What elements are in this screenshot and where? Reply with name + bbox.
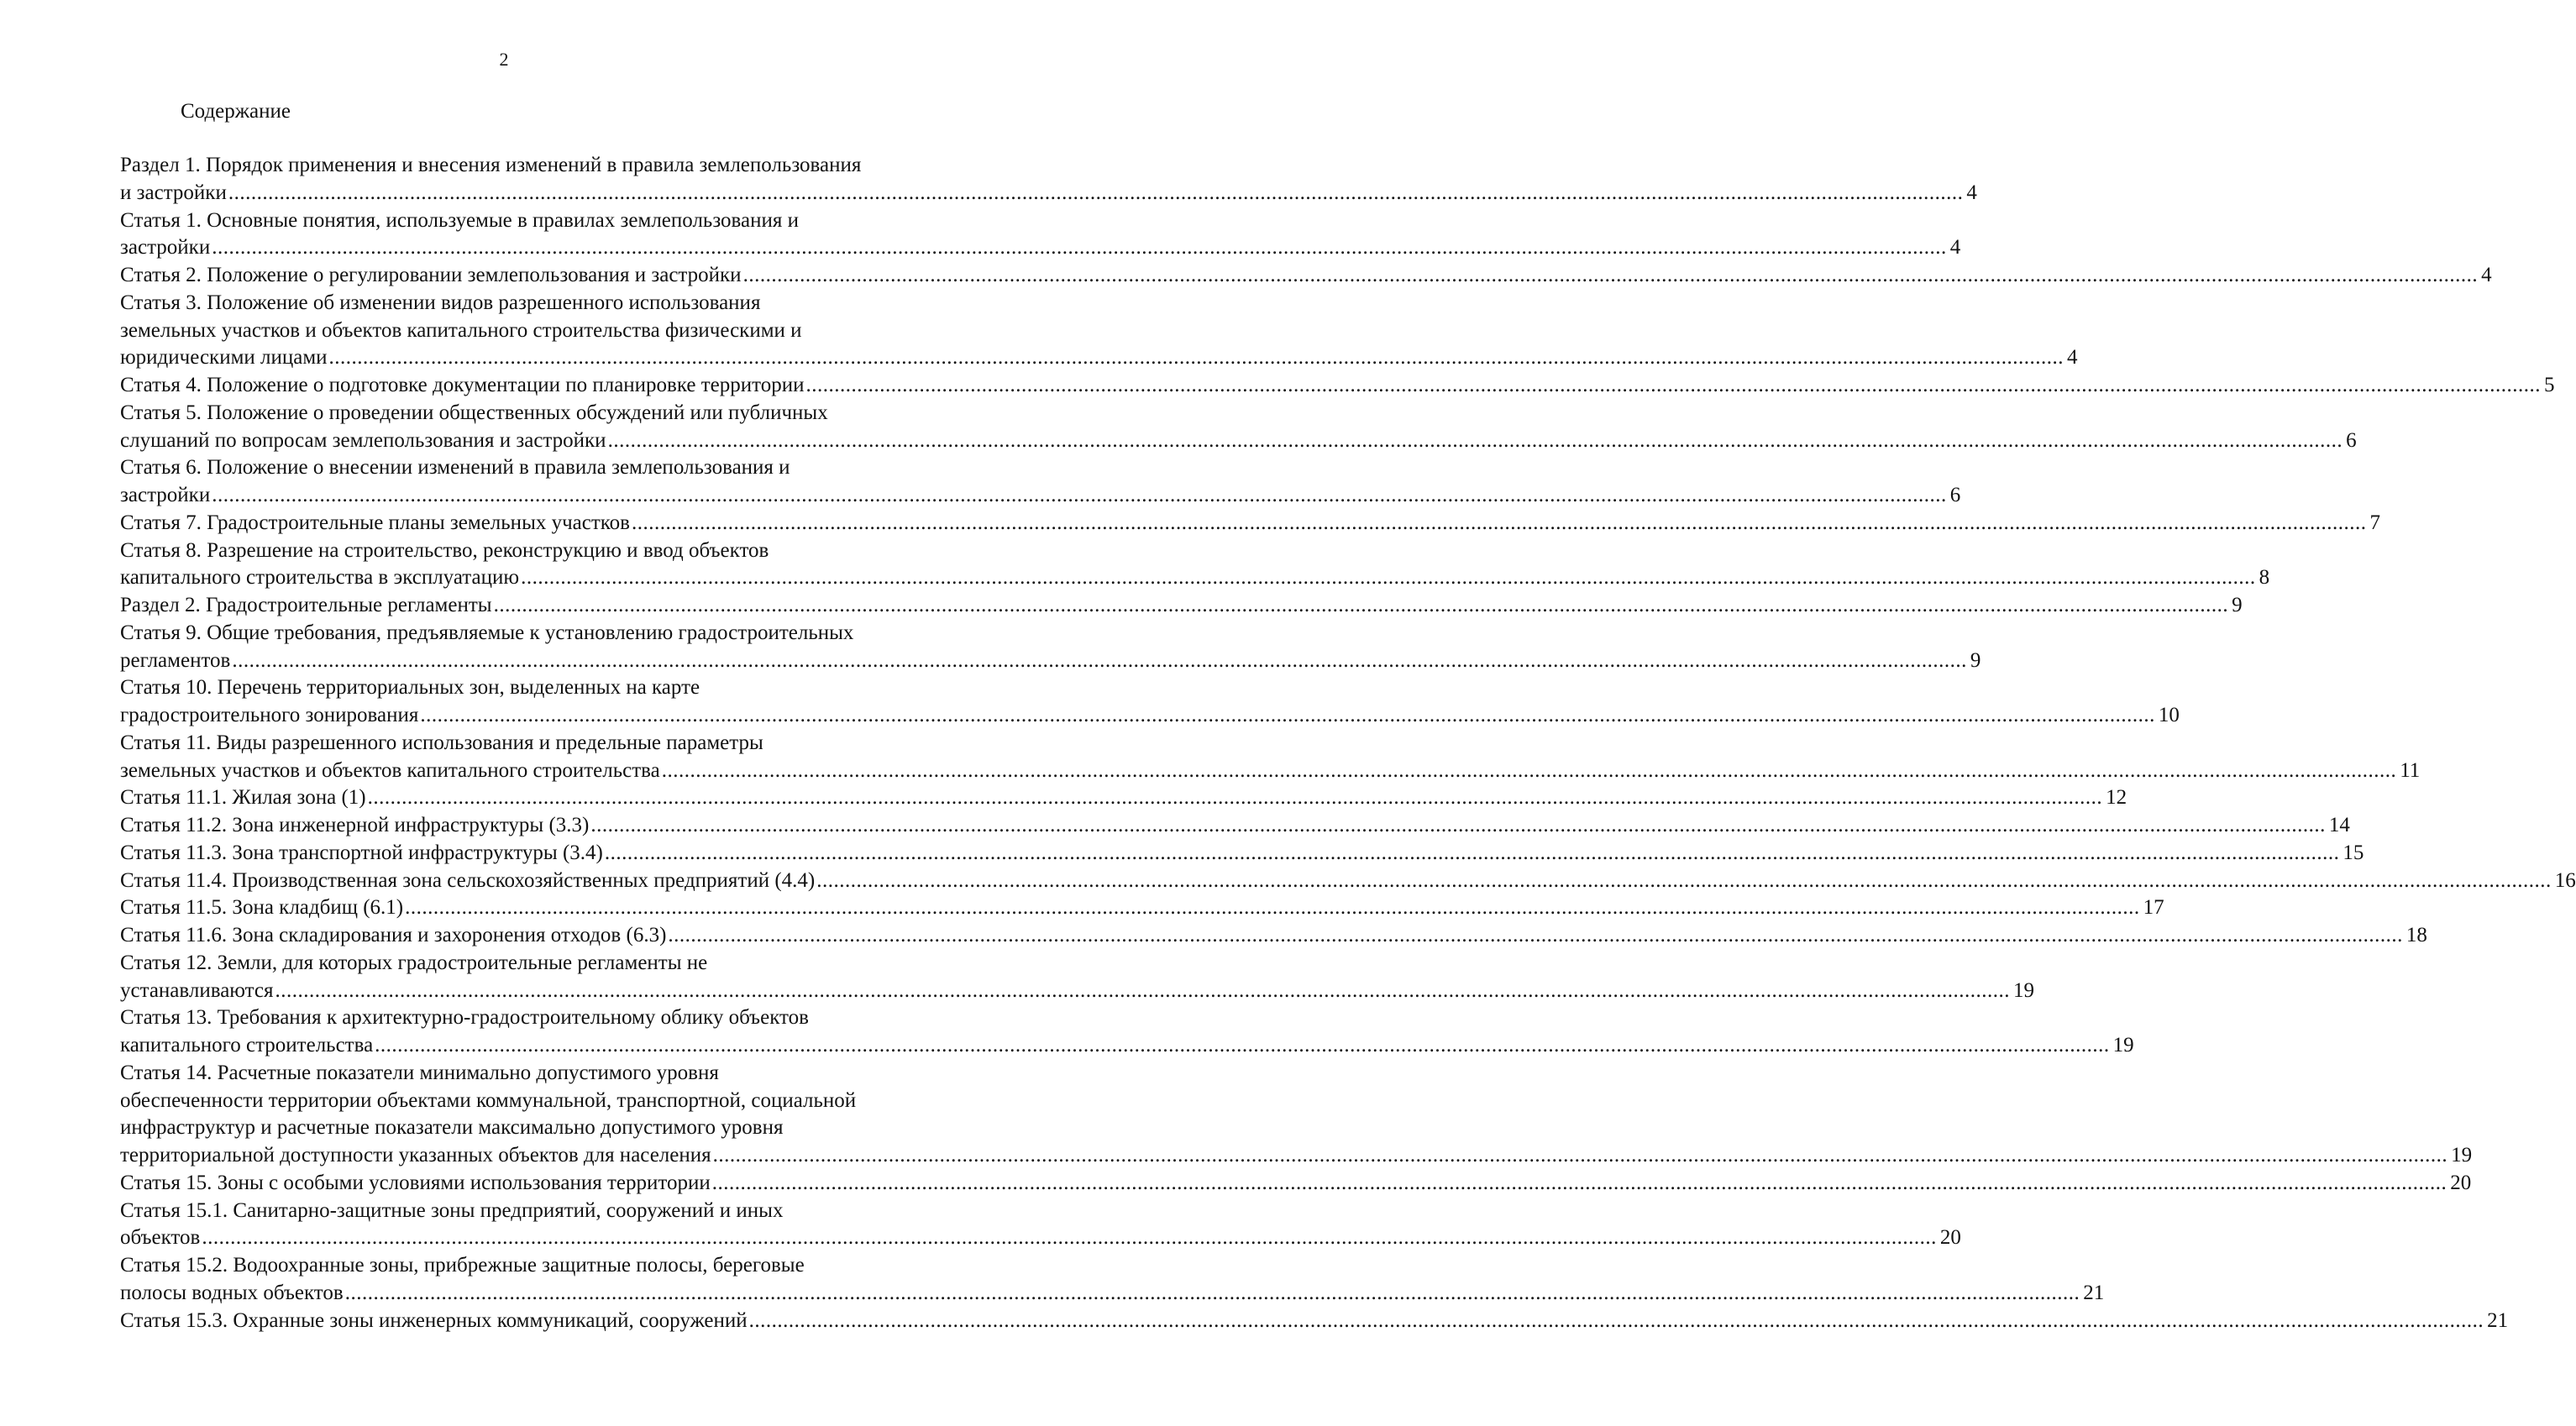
toc-entry-text: Статья 5. Положение о проведении общественных обсуждений или публичных [120,401,828,424]
toc-entry-text: капитального строительства [120,1034,374,1056]
toc-entry-text: земельных участков и объектов капитального строительства [120,758,660,782]
toc-entry[interactable] [120,950,2034,1005]
toc-entry-text: Статья 11.4. Производственная зона сельскохозяйственных предприятий (4.4) [120,868,816,892]
dot-leader: .................................................................................................................................................................................................................................................................................................................. [521,566,2256,590]
toc-page-number: 19 [2012,978,2034,1002]
dot-leader: .................................................................................................................................................................................................................................................................................................................. [375,1034,2110,1056]
toc-entry[interactable] [120,840,2364,868]
toc-heading: Содержание [181,100,291,123]
toc-entry-text: слушаний по вопросам землепользования и застройки [120,428,606,452]
toc-entry[interactable] [120,894,2164,922]
toc-page-number: 10 [2158,704,2180,726]
toc-entry-text: регламентов [120,648,231,672]
toc-entry[interactable] [120,620,1981,675]
toc-entry-text: Статья 12. Земли, для которых градостроительные регламенты не [120,951,708,974]
toc-entry[interactable] [120,1252,2105,1308]
toc-page-number: 4 [1966,181,1977,204]
toc-page-number: 8 [2259,566,2270,590]
toc-entry-text: Статья 10. Перечень территориальных зон, выделенных на карте [120,676,700,700]
toc-page-number: 5 [2543,374,2555,396]
dot-leader: .................................................................................................................................................................................................................................................................................................................. [668,924,2403,946]
toc-entry[interactable] [120,1060,2473,1170]
toc-entry[interactable] [120,454,1961,510]
toc-page-number: 4 [1949,236,1961,260]
toc-entry-text: Раздел 1. Порядок применения и внесения изменений в правила землепользования [120,154,862,176]
toc-entry-text: Статья 14. Расчетные показатели минимально допустимого уровня [120,1061,719,1084]
dot-leader: .................................................................................................................................................................................................................................................................................................................. [631,511,2367,534]
toc-entry[interactable] [120,592,2243,620]
toc-entry-text: Статья 11.1. Жилая зона (1) [120,786,366,810]
toc-entry-text: Статья 15.3. Охранные зоны инженерных коммуникаций, сооружений [120,1308,748,1332]
toc-page-number: 16 [2554,868,2576,892]
toc-entry-text: Статья 11.3. Зона транспортной инфраструктуры (3.4) [120,841,603,864]
toc-entry-text: градостроительного зонирования [120,704,419,726]
toc-entry-text: инфраструктур и расчетные показатели максимально допустимого уровня [120,1116,784,1140]
toc-page-number: 21 [2487,1308,2509,1332]
toc-entry-text: Статья 8. Разрешение на строительство, реконструкцию и ввод объектов [120,538,769,562]
toc-page-number: 6 [2346,428,2357,452]
toc-entry-text: юридическими лицами [120,346,328,370]
toc-entry-text: Статья 13. Требования к архитектурно-градостроительному облику объектов [120,1006,809,1030]
toc-entry[interactable] [120,1198,1961,1253]
dot-leader: .................................................................................................................................................................................................................................................................................................................. [367,786,2103,810]
toc-entry[interactable] [120,1308,2509,1335]
dot-leader: .................................................................................................................................................................................................................................................................................................................. [202,1226,1937,1250]
toc-entry-text: Статья 15. Зоны с особыми условиями использования территории [120,1171,711,1194]
toc-page-number: 4 [2067,346,2078,370]
toc-entry-text: Статья 1. Основные понятия, используемые в правилах землепользования и [120,208,800,232]
dot-leader: .................................................................................................................................................................................................................................................................................................................. [493,594,2229,616]
toc-entry-text: Статья 11. Виды разрешенного использования и предельные параметры [120,731,763,754]
toc-entry-text: Статья 3. Положение об изменении видов разрешенного использования [120,291,761,314]
page-number: 2 [499,49,509,70]
toc-page-number: 11 [2400,758,2421,782]
toc-entry[interactable] [120,1004,2134,1060]
toc-page-number: 17 [2143,896,2164,920]
toc-entry-text: Статья 11.2. Зона инженерной инфраструктуры (3.3) [120,814,590,836]
toc-page-number: 21 [2083,1281,2105,1304]
dot-leader: .................................................................................................................................................................................................................................................................................................................. [232,648,1967,672]
dot-leader: .................................................................................................................................................................................................................................................................................................................. [405,896,2140,920]
toc-entry-text: Раздел 2. Градостроительные регламенты [120,594,492,616]
dot-leader: .................................................................................................................................................................................................................................................................................................................. [604,841,2340,864]
toc-page-number: 9 [1970,648,1981,672]
dot-leader: .................................................................................................................................................................................................................................................................................................................. [328,346,2064,370]
toc-entry-text: застройки [120,484,211,506]
toc-entry-text: Статья 11.6. Зона складирования и захоронения отходов (6.3) [120,924,667,946]
dot-leader: .................................................................................................................................................................................................................................................................................................................. [275,978,2010,1002]
toc-entry[interactable] [120,372,2555,400]
toc-entry[interactable] [120,812,2350,840]
toc-entry[interactable] [120,1170,2472,1198]
dot-leader: .................................................................................................................................................................................................................................................................................................................. [748,1308,2484,1332]
toc-entry-text: Статья 2. Положение о регулировании землепользования и застройки [120,264,742,286]
toc-entry[interactable] [120,537,2270,593]
dot-leader: .................................................................................................................................................................................................................................................................................................................. [344,1281,2080,1304]
toc-page-number: 18 [2405,924,2427,946]
dot-leader: .................................................................................................................................................................................................................................................................................................................. [661,758,2397,782]
toc-page-number: 19 [2451,1144,2473,1166]
toc-entry-text: полосы водных объектов [120,1281,344,1304]
dot-leader: .................................................................................................................................................................................................................................................................................................................. [712,1144,2448,1166]
toc-page-number: 14 [2328,814,2350,836]
toc-entry-text: застройки [120,236,211,260]
dot-leader: .................................................................................................................................................................................................................................................................................................................. [742,264,2479,286]
toc-entry[interactable] [120,922,2427,950]
toc-entry[interactable] [120,730,2421,785]
toc-entry-text: Статья 15.1. Санитарно-защитные зоны предприятий, сооружений и иных [120,1198,784,1222]
toc-entry[interactable] [120,510,2380,537]
dot-leader: .................................................................................................................................................................................................................................................................................................................. [212,236,1947,260]
dot-leader: .................................................................................................................................................................................................................................................................................................................. [607,428,2343,452]
toc-page-number: 4 [2481,264,2492,286]
dot-leader: .................................................................................................................................................................................................................................................................................................................. [816,868,2552,892]
dot-leader: .................................................................................................................................................................................................................................................................................................................. [228,181,1964,204]
toc-entry-text: Статья 11.5. Зона кладбищ (6.1) [120,896,404,920]
toc-entry-text: Статья 7. Градостроительные планы земельных участков [120,511,630,534]
table-of-contents [120,152,2576,1334]
toc-entry-text: Статья 6. Положение о внесении изменений в правила землепользования и [120,456,790,480]
toc-entry[interactable] [120,290,2078,372]
toc-entry[interactable] [120,152,1977,207]
toc-page-number: 20 [2450,1171,2472,1194]
dot-leader: .................................................................................................................................................................................................................................................................................................................. [711,1171,2447,1194]
toc-page-number: 6 [1949,484,1961,506]
toc-entry[interactable] [120,207,1961,263]
toc-entry[interactable] [120,400,2357,455]
toc-entry-text: земельных участков и объектов капитального строительства физическими и [120,318,802,342]
dot-leader: .................................................................................................................................................................................................................................................................................................................. [212,484,1947,506]
toc-entry-text: Статья 4. Положение о подготовке документации по планировке территории [120,374,805,396]
toc-page-number: 19 [2112,1034,2134,1056]
toc-entry-text: капитального строительства в эксплуатацию [120,566,520,590]
dot-leader: .................................................................................................................................................................................................................................................................................................................. [420,704,2155,726]
toc-page-number: 9 [2232,594,2243,616]
toc-entry[interactable] [120,784,2127,812]
toc-entry-text: обеспеченности территории объектами коммунальной, транспортной, социальной [120,1088,857,1112]
toc-entry-text: и застройки [120,181,227,204]
toc-page-number: 12 [2106,786,2127,810]
toc-entry-text: Статья 9. Общие требования, предъявляемые к установлению градостроительных [120,621,854,644]
toc-entry[interactable] [120,868,2576,895]
toc-entry[interactable] [120,262,2492,290]
dot-leader: .................................................................................................................................................................................................................................................................................................................. [590,814,2326,836]
toc-entry-text: устанавливаются [120,978,274,1002]
toc-entry-text: территориальной доступности указанных объектов для населения [120,1144,711,1166]
toc-entry[interactable] [120,674,2180,730]
toc-page-number: 7 [2369,511,2380,534]
dot-leader: .................................................................................................................................................................................................................................................................................................................. [805,374,2541,396]
toc-page-number: 15 [2343,841,2364,864]
toc-entry-text: объектов [120,1226,201,1250]
toc-entry-text: Статья 15.2. Водоохранные зоны, прибрежные защитные полосы, береговые [120,1254,805,1277]
toc-page-number: 20 [1939,1226,1961,1250]
